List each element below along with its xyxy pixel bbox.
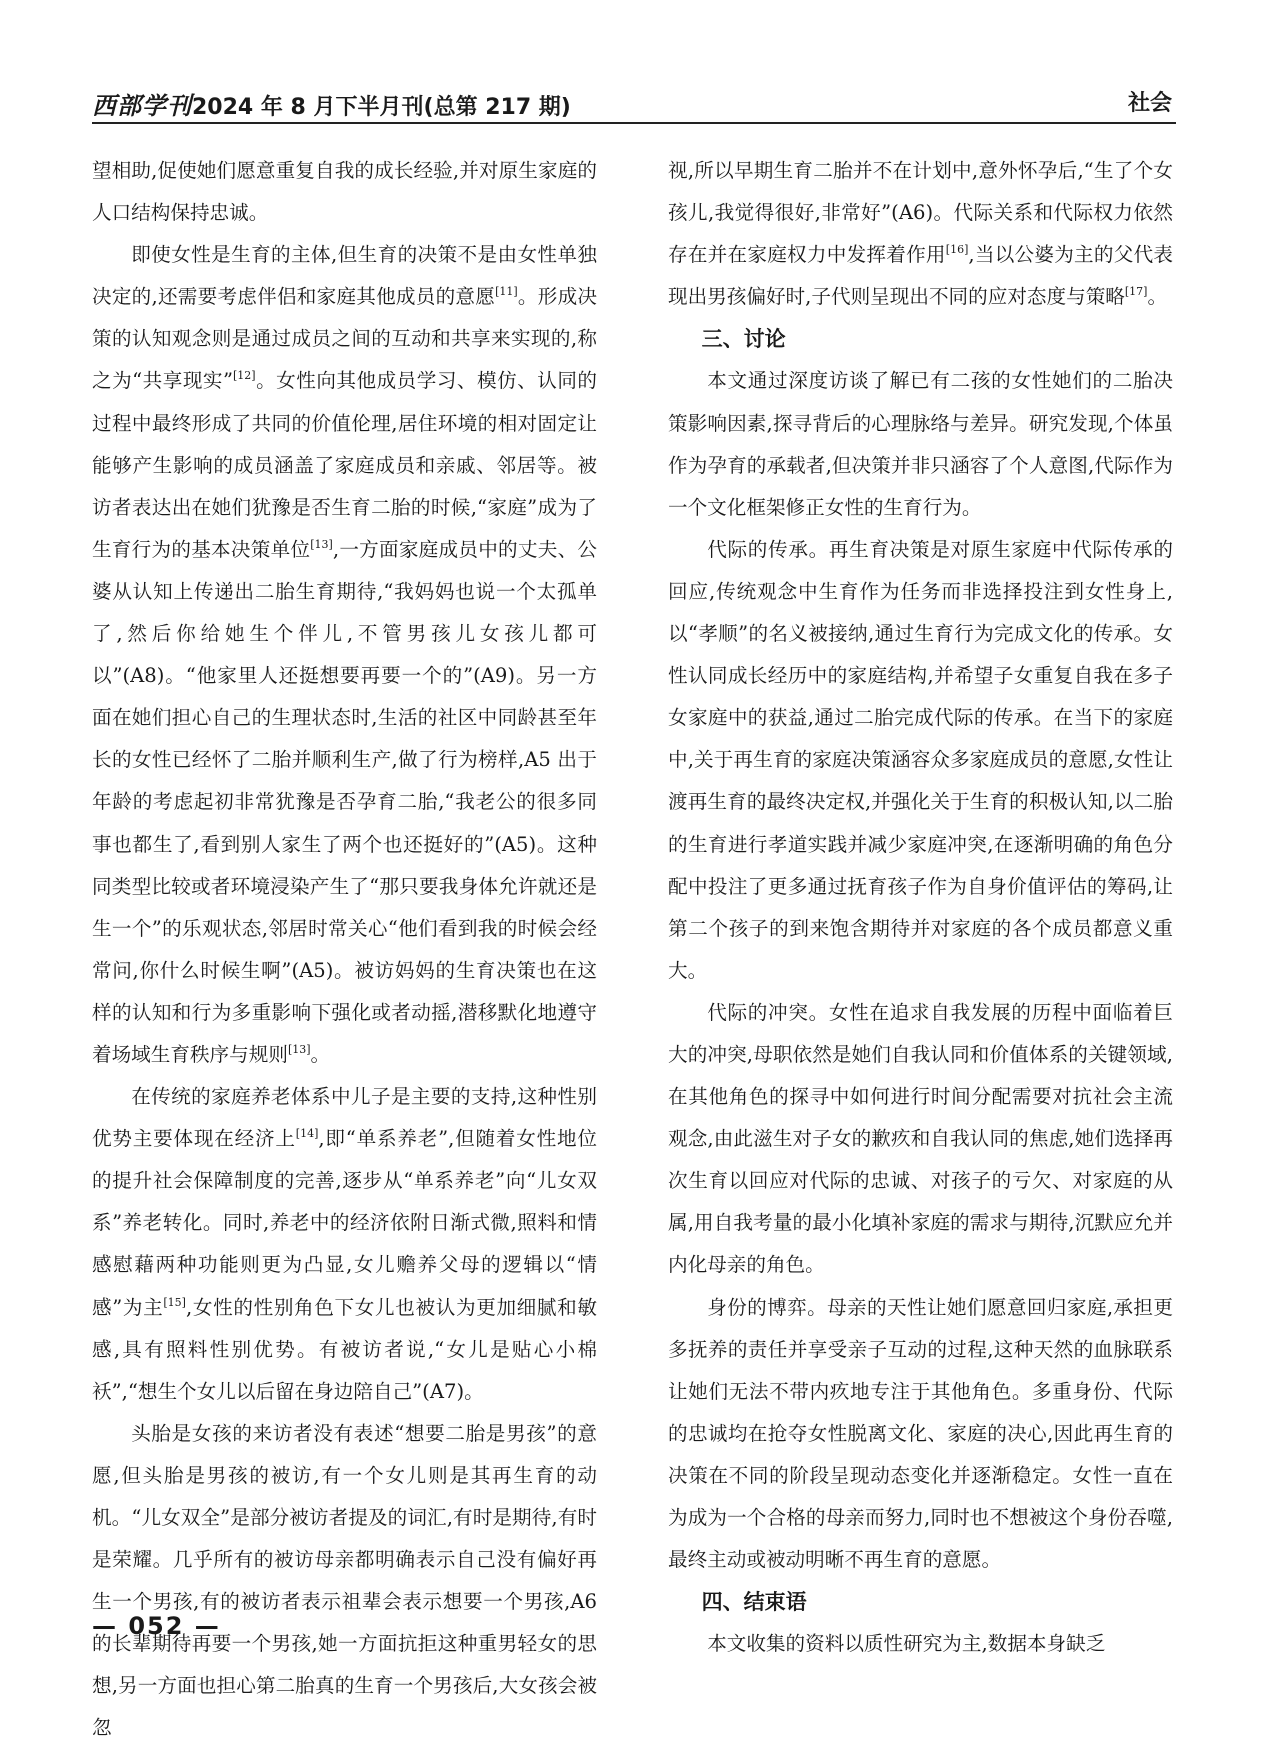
body-paragraph: 在传统的家庭养老体系中儿子是主要的支持,这种性别优势主要体现在经济上[14],即“单系养老”,但随着女性地位的提升社会保障制度的完善,逐步从“单系养老”向“儿女双系”养老转化。同时,养老中的经济依附日渐式微,照料和情感慰藉两种功能则更为凸显,女儿赡养父母的逻辑以“情感”为主[15],女性的性别角色下女儿也被认为更加细腻和敏感,具有照料性别优势。有被访者说,“女儿是贴心小棉袄”,“想生个女儿以后留在身边陪自己”(A7)。 <box>92 1085 597 1403</box>
body-paragraph: 头胎是女孩的来访者没有表述“想要二胎是男孩”的意愿,但头胎是男孩的被访,有一个女儿则是其再生育的动机。“儿女双全”是部分被访者提及的词汇,有时是期待,有时是荣耀。几乎所有的被访母亲都明确表示自己没有偏好再生一个男孩,有的被访者表示祖辈会表示想要一个男孩,A6 的长辈期待再要一个男孩,她一方面抗拒这种重男轻女的思想,另一方面也担心第二胎真的生育一个男孩后,大女孩会被忽 <box>92 1421 597 1740</box>
journal-logo: 西部学刊 <box>92 91 192 120</box>
body-paragraph: 代际的传承。再生育决策是对原生家庭中代际传承的回应,传统观念中生育作为任务而非选择投注到女性身上,以“孝顺”的名义被接纳,通过生育行为完成文化的传承。女性认同成长经历中的家庭结构,并希望子女重复自我在多子女家庭中的获益,通过二胎完成代际的传承。在当下的家庭中,关于再生育的家庭决策涵容众多家庭成员的意愿,女性让渡再生育的最终决定权,并强化关于生育的积极认知,以二胎的生育进行孝道实践并减少家庭冲突,在逐渐明确的角色分配中投注了更多通过抚育孩子作为自身价值评估的筹码,让第二个孩子的到来饱含期待并对家庭的各个成员都意义重大。 <box>668 537 1173 982</box>
citation-marker: [16] <box>945 243 969 257</box>
running-header <box>92 84 1176 124</box>
citation-marker: [17] <box>1124 285 1148 299</box>
body-paragraph: 代际的冲突。女性在追求自我发展的历程中面临着巨大的冲突,母职依然是她们自我认同和价值体系的关键领域,在其他角色的探寻中如何进行时间分配需要对抗社会主流观念,由此滋生对子女的歉疚和自我认同的焦虑,她们选择再次生育以回应对代际的忠诚、对孩子的亏欠、对家庭的从属,用自我考量的最小化填补家庭的需求与期待,沉默应允并内化母亲的角色。 <box>668 1000 1173 1277</box>
section-heading: 三、讨论 <box>701 327 786 352</box>
citation-marker: [15] <box>163 1295 186 1309</box>
journal-issue <box>92 86 571 121</box>
citation-marker: [12] <box>233 369 256 383</box>
body-paragraph: 本文收集的资料以质性研究为主,数据本身缺乏 <box>707 1632 1106 1656</box>
issue-info: 2024 年 8 月下半月刊(总第 217 期) <box>192 95 571 120</box>
citation-marker: [14] <box>295 1127 319 1141</box>
body-paragraph: 即使女性是生育的主体,但生育的决策不是由女性单独决定的,还需要考虑伴侣和家庭其他成员的意愿[11]。形成决策的认知观念则是通过成员之间的互动和共享来实现的,称之为“共享现实”[12]。女性向其他成员学习、模仿、认同的过程中最终形成了共同的价值伦理,居住环境的相对固定让能够产生影响的成员涵盖了家庭成员和亲戚、邻居等。被访者表达出在她们犹豫是否生育二胎的时候,“家庭”成为了生育行为的基本决策单位[13],一方面家庭成员中的丈夫、公婆从认知上传递出二胎生育期待,“我妈妈也说一个太孤单了,然后你给她生个伴儿,不管男孩儿女孩儿都可以”(A8)。“他家里人还挺想要再要一个的”(A9)。另一方面在她们担心自己的生理状态时,生活的社区中同龄甚至年长的女性已经怀了二胎并顺利生产,做了行为榜样,A5 出于年龄的考虑起初非常犹豫是否孕育二胎,“我老公的很多同事也都生了,看到别人家生了两个也还挺好的”(A5)。这种同类型比较或者环境浸染产生了“那只要我身体允许就还是生一个”的乐观状态,邻居时常关心“他们看到我的时候会经常问,你什么时候生啊”(A5)。被访妈妈的生育决策也在这样的认知和行为多重影响下强化或者动摇,潜移默化地遵守着场域生育秩序与规则[13]。 <box>92 243 597 1066</box>
citation-marker: [13] <box>310 537 333 551</box>
body-paragraph: 身份的博弈。母亲的天性让她们愿意回归家庭,承担更多抚养的责任并享受亲子互动的过程,这种天然的血脉联系让她们无法不带内疚地专注于其他角色。多重身份、代际的忠诚均在抢夺女性脱离文化、家庭的决心,因此再生育的决策在不同的阶段呈现动态变化并逐渐稳定。女性一直在为成为一个合格的母亲而努力,同时也不想被这个身份吞噬,最终主动或被动明晰不再生育的意愿。 <box>668 1295 1173 1572</box>
body-paragraph: 本文通过深度访谈了解已有二孩的女性她们的二胎决策影响因素,探寻背后的心理脉络与差异。研究发现,个体虽作为孕育的承载者,但决策并非只涵容了个人意图,代际作为一个文化框架修正女性的生育行为。 <box>668 369 1173 519</box>
citation-marker: [13] <box>287 1042 311 1056</box>
page-number: — 052 — <box>92 1612 221 1640</box>
right-column <box>668 150 1174 1656</box>
section-heading: 四、结束语 <box>701 1590 807 1615</box>
section-label: 社会 <box>1127 91 1172 116</box>
body-paragraph: 视,所以早期生育二胎并不在计划中,意外怀孕后,“生了个女孩儿,我觉得很好,非常好”(A6)。代际关系和代际权力依然存在并在家庭权力中发挥着作用[16],当以公婆为主的父代表现出男孩偏好时,子代则呈现出不同的应对态度与策略[17]。 <box>668 159 1174 309</box>
citation-marker: [11] <box>495 285 518 299</box>
body-paragraph: 望相助,促使她们愿意重复自我的成长经验,并对原生家庭的人口结构保持忠诚。 <box>92 159 597 225</box>
